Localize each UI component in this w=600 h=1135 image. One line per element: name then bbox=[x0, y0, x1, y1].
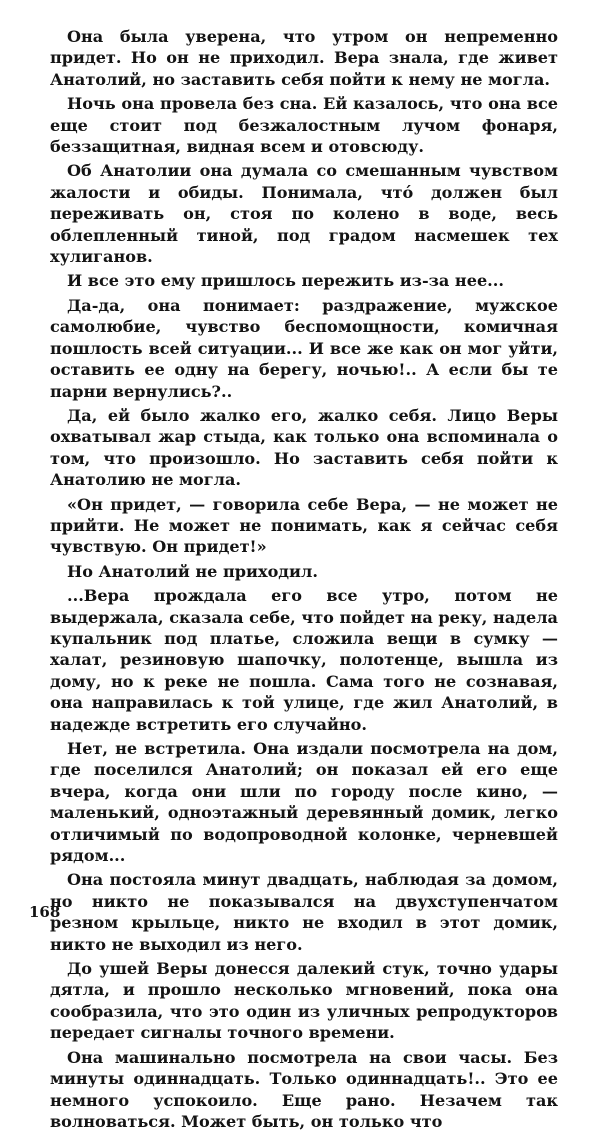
paragraph-13: Она машинально посмотрела на свои часы. Без минуты одиннадцать. Только одиннадцать!.. Это ее немного успокоило. Еще рано. Незачем так волноваться. Может быть, он только что bbox=[50, 1047, 558, 1131]
paragraph-11: Она постояла минут двадцать, наблюдая за домом, но никто не показывался на двухступенчатом резном крыльце, никто не входил в этот домик, никто не выходил из него. bbox=[50, 870, 558, 954]
paragraph-7: «Он придет, — говорила себе Вера, — не может не прийти. Не может не понимать, как я сейчас себя чувствую. Он придет!» bbox=[50, 494, 558, 557]
paragraph-12: До ушей Веры донесся далекий стук, точно удары дятла, и прошло несколько мгновений, пока она сообразила, что это один из уличных репродукторов передает сигналы точного времени. bbox=[50, 959, 558, 1043]
paragraph-2: Ночь она провела без сна. Ей казалось, что она все еще стоит под безжалостным лучом фонаря, беззащитная, видная всем и отовсюду. bbox=[50, 94, 558, 157]
paragraph-4: И все это ему пришлось пережить из-за нее... bbox=[67, 271, 504, 291]
paragraph-1: Она была уверена, что утром он непременно придет. Но он не приходил. Вера знала, где живет Анатолий, но заставить себя пойти к нему не могла. bbox=[50, 27, 558, 89]
paragraph-5: Да-да, она понимает: раздражение, мужское самолюбие, чувство беспомощности, комичная пошлость всей ситуации... И все же как он мог уйти, оставить ее одну на берегу, ночью!.. А если бы те парни вернулись?.. bbox=[50, 295, 558, 401]
paragraph-6: Да, ей было жалко его, жалко себя. Лицо Веры охватывал жар стыда, как только она вспоминала о том, что произошло. Но заставить себя пойти к Анатолию не могла. bbox=[50, 405, 558, 490]
page-text-body bbox=[50, 26, 558, 1135]
paragraph-10: Нет, не встретила. Она издали посмотрела на дом, где поселился Анатолий; он показал ей его еще вчера, когда они шли по городу после кино, — маленький, одноэтажный деревянный домик, легко отличимый по водопроводной колонке, черневшей рядом... bbox=[50, 739, 558, 866]
page-number: 168 bbox=[29, 903, 61, 921]
paragraph-8: Но Анатолий не приходил. bbox=[67, 561, 318, 581]
paragraph-3: Об Анатолии она думала со смешанным чувством жалости и обиды. Понимала, что́ должен был переживать он, стоя по колено в воде, весь облепленный тиной, под градом насмешек тех хулиганов. bbox=[50, 161, 558, 267]
paragraph-9: ...Вера прождала его все утро, потом не выдержала, сказала себе, что пойдет на реку, надела купальник под платье, сложила вещи в сумку — халат, резиновую шапочку, полотенце, вышла из дому, но к реке не пошла. Сама того не сознавая, она направилась к той улице, где жил Анатолий, в надежде встретить его случайно. bbox=[50, 586, 558, 734]
